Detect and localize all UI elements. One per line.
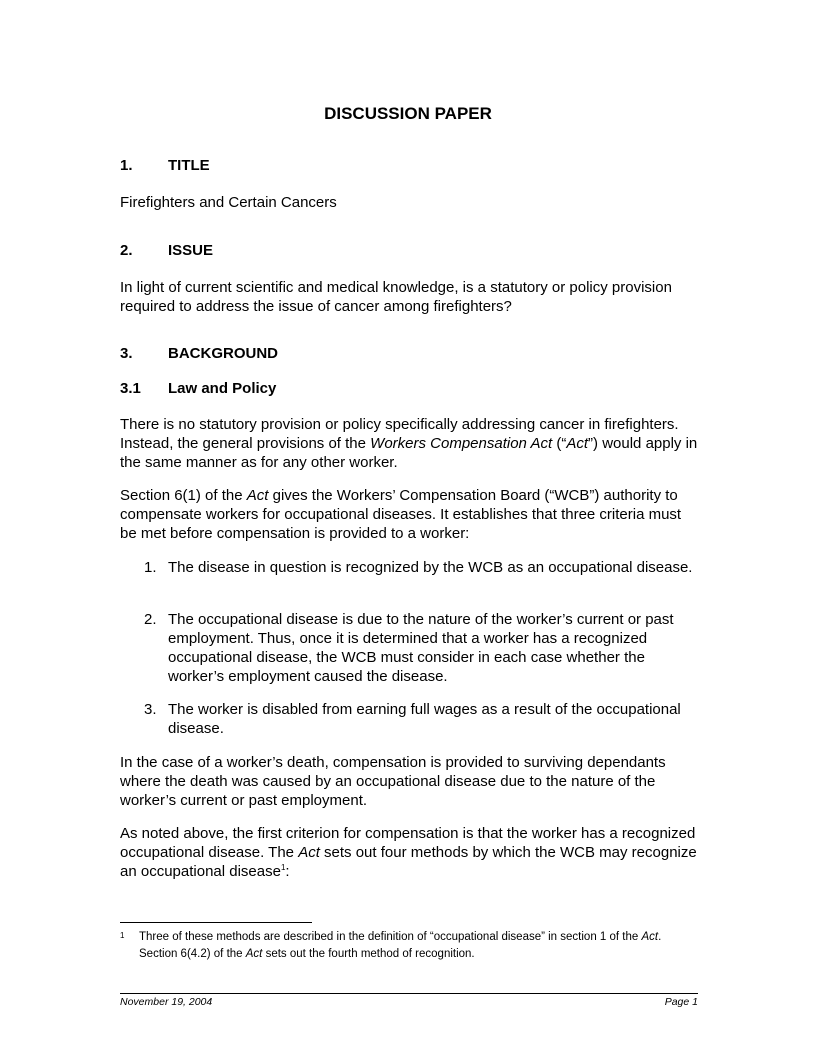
list-number: 1.	[144, 559, 157, 576]
text-run: sets out four methods by which the WCB may recognize an occupational disease	[120, 844, 697, 880]
list-text: The occupational disease is due to the nature of the worker’s current or past employment. Thus, once it is determined that a worker has a recognized occupational disease, the WCB must consider in each case whether the worker’s employment caused the disease.	[168, 611, 674, 685]
section-heading-title	[120, 157, 210, 174]
death-paragraph: In the case of a worker’s death, compensation is provided to surviving dependants where the death was caused by an occupational disease due to the nature of the worker’s current or past employment.	[120, 754, 666, 809]
text-run: sets out the fourth method of recognition.	[262, 948, 475, 960]
act-ref: Act	[298, 844, 320, 861]
list-text: The worker is disabled from earning full wages as a result of the occupational disease.	[168, 701, 681, 737]
footnote-divider	[120, 922, 312, 923]
section-heading-issue	[120, 242, 213, 259]
list-number: 2.	[144, 611, 157, 628]
text-run: Three of these methods are described in the definition of “occupational disease” in section 1 of the	[139, 931, 642, 943]
text-run: :	[285, 863, 290, 880]
footnote	[120, 929, 700, 963]
section-heading-text: BACKGROUND	[168, 345, 278, 362]
section-heading-text: ISSUE	[168, 242, 214, 259]
noted-paragraph	[120, 824, 700, 881]
section-heading-text: TITLE	[168, 157, 210, 174]
list-text: The disease in question is recognized by the WCB as an occupational disease.	[168, 559, 693, 576]
criteria-item-1	[120, 558, 700, 577]
footer-date: November 19, 2004	[120, 996, 213, 1008]
footer-page-number: Page 1	[664, 996, 698, 1008]
law-paragraph-2	[120, 486, 700, 543]
text-run: . Section 6(4.2) of the	[139, 931, 662, 960]
act-ref: Act	[245, 948, 263, 960]
text-run: gives the Workers’ Compensation Board (“WCB”) authority to compensate workers for occupational diseases. It establishes that three criteria must be met before compensation is provided to a worker:	[120, 487, 682, 542]
law-paragraph-1	[120, 415, 700, 472]
section-heading-text: Law and Policy	[168, 380, 277, 397]
footnote-mark: 1	[120, 931, 125, 940]
text-run: ”) would apply in the same manner as for any other worker.	[120, 435, 698, 471]
document-title: DISCUSSION PAPER	[324, 104, 492, 123]
section-heading-law-and-policy	[120, 380, 276, 397]
text-run: There is no statutory provision or policy specifically addressing cancer in firefighters. Instead, the general provisions of the	[120, 416, 679, 452]
issue-paragraph: In light of current scientific and medical knowledge, is a statutory or policy provision required to address the issue of cancer among firefighters?	[120, 279, 672, 315]
title-text: Firefighters and Certain Cancers	[120, 194, 337, 211]
act-short: Act	[566, 435, 589, 452]
section-number: 2.	[120, 242, 133, 259]
section-number: 1.	[120, 157, 133, 174]
criteria-item-2	[120, 610, 700, 686]
section-heading-background	[120, 345, 278, 362]
text-run: Section 6(1) of the	[120, 487, 247, 504]
list-number: 3.	[144, 701, 157, 718]
section-number: 3.1	[120, 380, 141, 397]
text-run: (“	[552, 435, 567, 452]
footer-divider	[120, 993, 698, 994]
criteria-item-3	[120, 700, 700, 738]
section-number: 3.	[120, 345, 133, 362]
act-ref: Act	[641, 931, 659, 943]
footnote-reference[interactable]: 1	[280, 863, 286, 872]
act-ref: Act	[246, 487, 269, 504]
act-name: Workers Compensation Act	[370, 435, 553, 452]
footnote-text	[139, 929, 700, 963]
text-run: As noted above, the first criterion for compensation is that the worker has a recognized occupational disease. The	[120, 825, 696, 861]
